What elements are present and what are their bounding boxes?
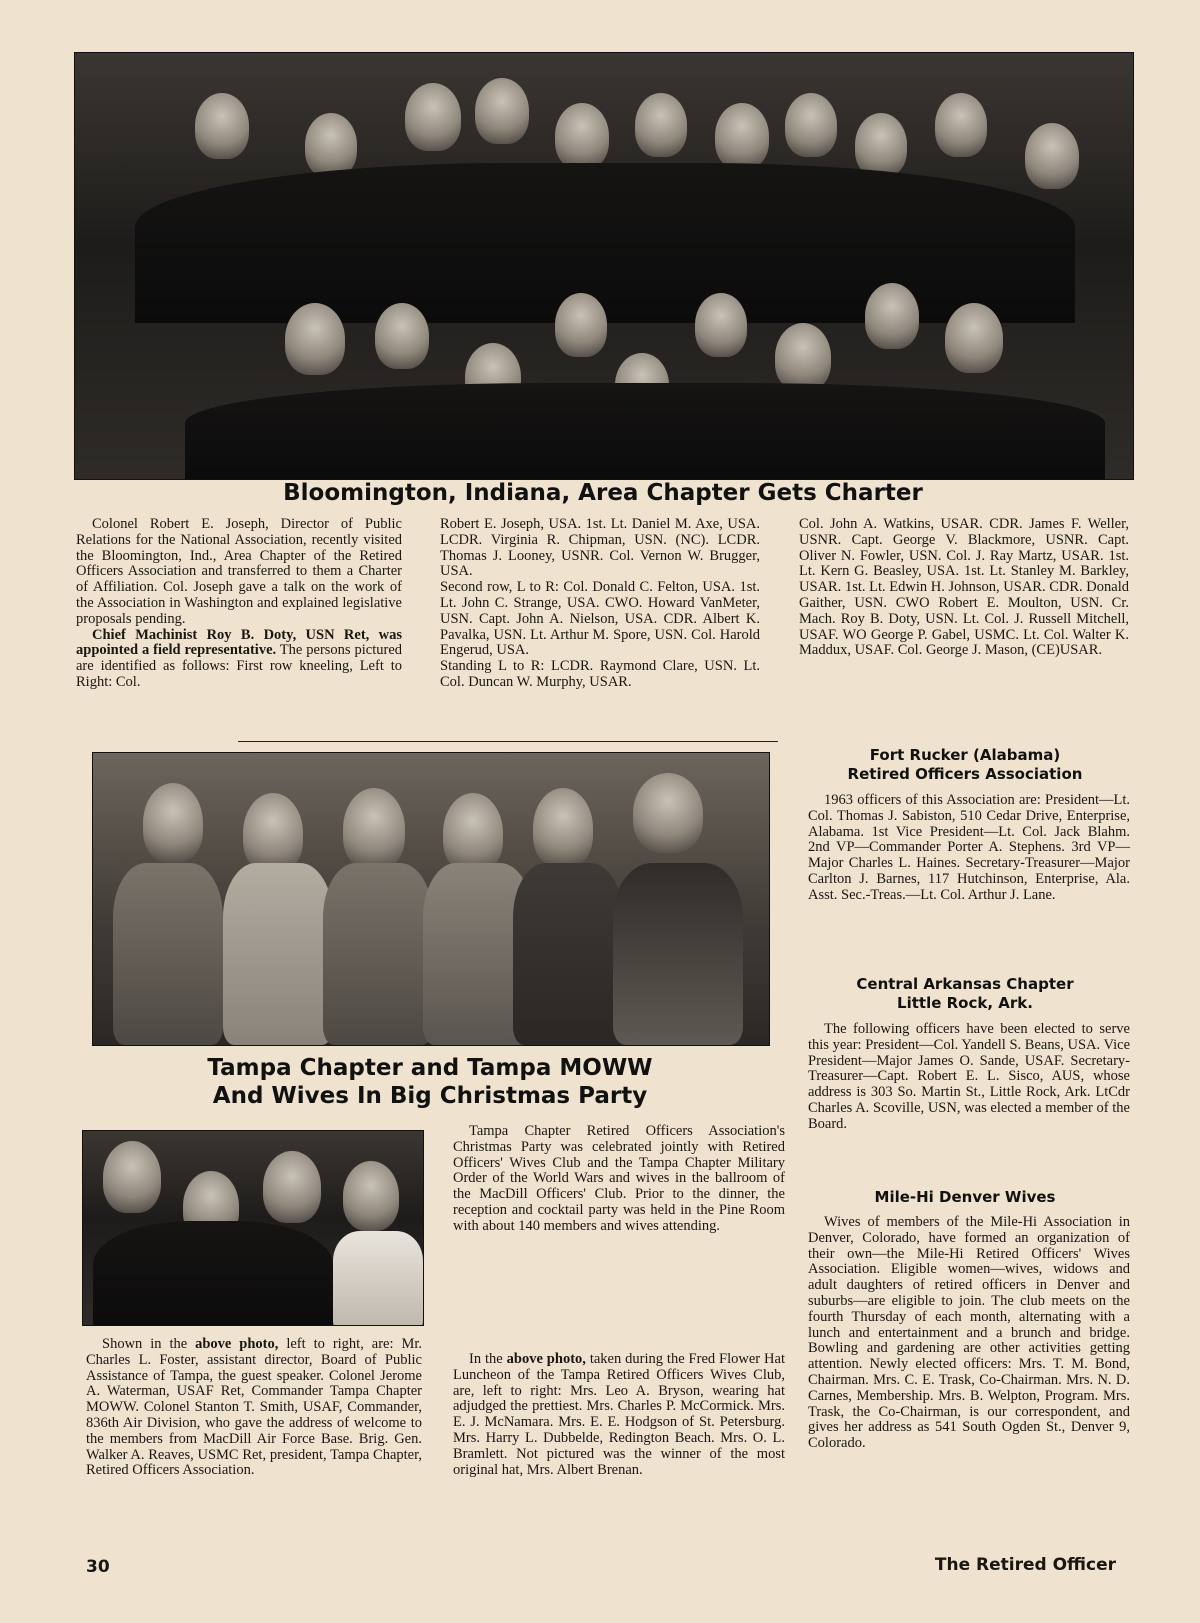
sidebar-title-arkansas-1: Central Arkansas Chapter [856, 975, 1074, 993]
article1-first-row-names: Robert E. Joseph, USA. 1st. Lt. Daniel M. Axe, USA. LCDR. Virginia R. Chipman, USN. (NC). LCDR. Thomas J. Looney, USNR. Col. Vernon W. Brugger, USA. [440, 516, 760, 580]
article1-paragraph-1: Colonel Robert E. Joseph, Director of Public Relations for the National Association, recently visited the Bloomington, Ind., Area Chapter of the Retired Officers Association and transferred to them a Charter of Affiliation. Col. Joseph gave a talk on the work of the Association in Washington and explained legislative proposals pending. [76, 516, 402, 627]
sidebar-arkansas-body [808, 1022, 1130, 1133]
article1-appointment-lead: Chief Machinist Roy B. Doty, USN Ret, was appointed a field representative. [76, 626, 402, 659]
article-title-tampa-line-1: Tampa Chapter and Tampa MOWW [207, 1055, 653, 1081]
arkansas-paragraph: The following officers have been elected to serve this year: President—Col. Yandell S. Beans, USA. Vice President—Major James O. Sande, USAF. Secretary-Treasurer—Capt. Robert E. L. Sisco, AUS, whose address is 303 So. Martin St., Little Rock, Ark. LtCdr Charles A. Scoville, USN, was elected a member of the Board. [808, 1021, 1130, 1132]
caption-left-text: left to right, are: Mr. Charles L. Foster, assistant director, Board of Public Assistance of Tampa, the guest speaker. Colonel Jerome A. Waterman, USAF Ret, Commander Tampa Chapter MOWW. Colonel Stanton T. Smith, USAF, Commander, 836th Air Division, who gave the address of welcome to the members from MacDill Air Force Base. Brig. Gen. Walker A. Reaves, USMC Ret, president, Tampa Chapter, Retired Officers Association. [86, 1336, 422, 1479]
fort-rucker-paragraph: 1963 officers of this Association are: President—Lt. Col. Thomas J. Sabiston, 510 Cedar Drive, Enterprise, Alabama. 1st Vice President—Lt. Col. Jack Blahm. 2nd VP—Commander Porter A. Stephens. 3rd VP—Major Charles L. Haines. Secretary-Treasurer—Major Carlton J. Barnes, 117 Hutchinson, Enterprise, Ala. Asst. Sec.-Treas.—Lt. Col. Arthur J. Lane. [808, 792, 1130, 903]
article1-standing-names: Standing L to R: LCDR. Raymond Clare, USN. Lt. Col. Duncan W. Murphy, USAR. [440, 658, 760, 690]
article1-column-2 [440, 517, 760, 691]
article2-body-paragraph: Tampa Chapter Retired Officers Association's Christmas Party was celebrated jointly with Retired Officers' Wives Club and the Tampa Chapter Military Order of the World Wars and wives in the ballroom of the MacDill Officers' Club. Prior to the dinner, the reception and cocktail party was held in the Pine Room with about 140 members and wives attending. [453, 1123, 785, 1234]
photo-hat-luncheon [92, 752, 770, 1046]
caption-right-text: taken during the Fred Flower Hat Luncheon of the Tampa Retired Officers Wives Club, are, left to right: Mrs. Leo A. Bryson, wearing hat adjudged the prettiest. Mrs. Charles P. McCormick. Mrs. E. J. McNamara. Mrs. E. E. Hodgson of St. Petersburg. Mrs. Harry L. Dubbelde, Redington Beach. Mrs. O. L. Bramlett. Not pictured was the winner of the most original hat, Mrs. Albert Brenan. [453, 1351, 785, 1478]
denver-paragraph: Wives of members of the Mile-Hi Association in Denver, Colorado, have formed an organization of their own—the Mile-Hi Retired Officers' Wives Association. Eligible women—wives, widows and adult daughters of retired officers in Denver and suburbs—are eligible to join. The club meets on the fourth Thursday of each month, alternating with a lunch and entertainment and a brunch and bridge. Bowling and gardening are other activities getting attention. Newly elected officers: Mrs. T. M. Bond, Chairman. Mrs. C. E. Trask, Co-Chairman. Mrs. N. D. Carnes, Membership. Mrs. B. Welpton, Program. Mrs. Trask, the Co-Chairman, is our correspondent, and gives her address as 541 South Ogden St., Denver 9, Colorado. [808, 1214, 1130, 1452]
article1-paragraph-2: The persons pictured are identified as follows: First row kneeling, Left to Right: Col. [76, 642, 403, 690]
sidebar-denver-body [808, 1215, 1130, 1452]
sidebar-title-fort-rucker-1: Fort Rucker (Alabama) [869, 746, 1061, 764]
article1-column-1 [76, 517, 402, 691]
caption-right-lead: In the [469, 1351, 507, 1367]
article2-body [453, 1124, 785, 1235]
article1-standing-names-continued: Col. John A. Watkins, USAR. CDR. James F. Weller, USNR. Capt. George V. Blackmore, USNR. Capt. Oliver N. Fowler, USN. Col. J. Ray Martz, USAR. 1st. Lt. Kern G. Beasley, USA. 1st. Lt. Stanley M. Barkley, USAR. 1st. Lt. Edwin H. Johnson, USAR. CDR. Donald Gaither, USN. CWO Robert E. Moulton, USN. Cr. Mach. Roy B. Doty, USN. Lt. Col. J. Russell Mitchell, USAF. WO George P. Gabel, USMC. Lt. Col. Walter K. Maddux, USAF. Col. George J. Mason, (CE)USAR. [799, 516, 1129, 659]
caption-right-bold: above photo, [506, 1351, 586, 1367]
article1-column-3 [799, 517, 1129, 659]
column-rule [238, 741, 778, 742]
sidebar-title-denver: Mile-Hi Denver Wives [874, 1188, 1056, 1206]
article-title-bloomington: Bloomington, Indiana, Area Chapter Gets Charter [283, 480, 923, 506]
publication-name: The Retired Officer [934, 1555, 1116, 1575]
sidebar-title-arkansas-2: Little Rock, Ark. [897, 994, 1033, 1012]
caption-left-bold: above photo, [195, 1336, 279, 1352]
caption-left-lead: Shown in the [102, 1336, 196, 1352]
photo-christmas-party-speakers [82, 1130, 424, 1326]
article-title-tampa-line-2: And Wives In Big Christmas Party [212, 1083, 648, 1109]
sidebar-fort-rucker-body [808, 793, 1130, 904]
caption-left [86, 1337, 422, 1479]
group-photo-bloomington [74, 52, 1134, 480]
article1-second-row-names: Second row, L to R: Col. Donald C. Felton, USA. 1st. Lt. John C. Strange, USA. CWO. Howard VanMeter, USN. Capt. John A. Nielson, USA. CDR. Albert K. Pavalka, USN. Lt. Arthur M. Spore, USN. Col. Harold Engerud, USA. [440, 579, 760, 659]
page-number: 30 [86, 1557, 110, 1577]
sidebar-title-fort-rucker-2: Retired Officers Association [847, 765, 1083, 783]
caption-right [453, 1352, 785, 1478]
